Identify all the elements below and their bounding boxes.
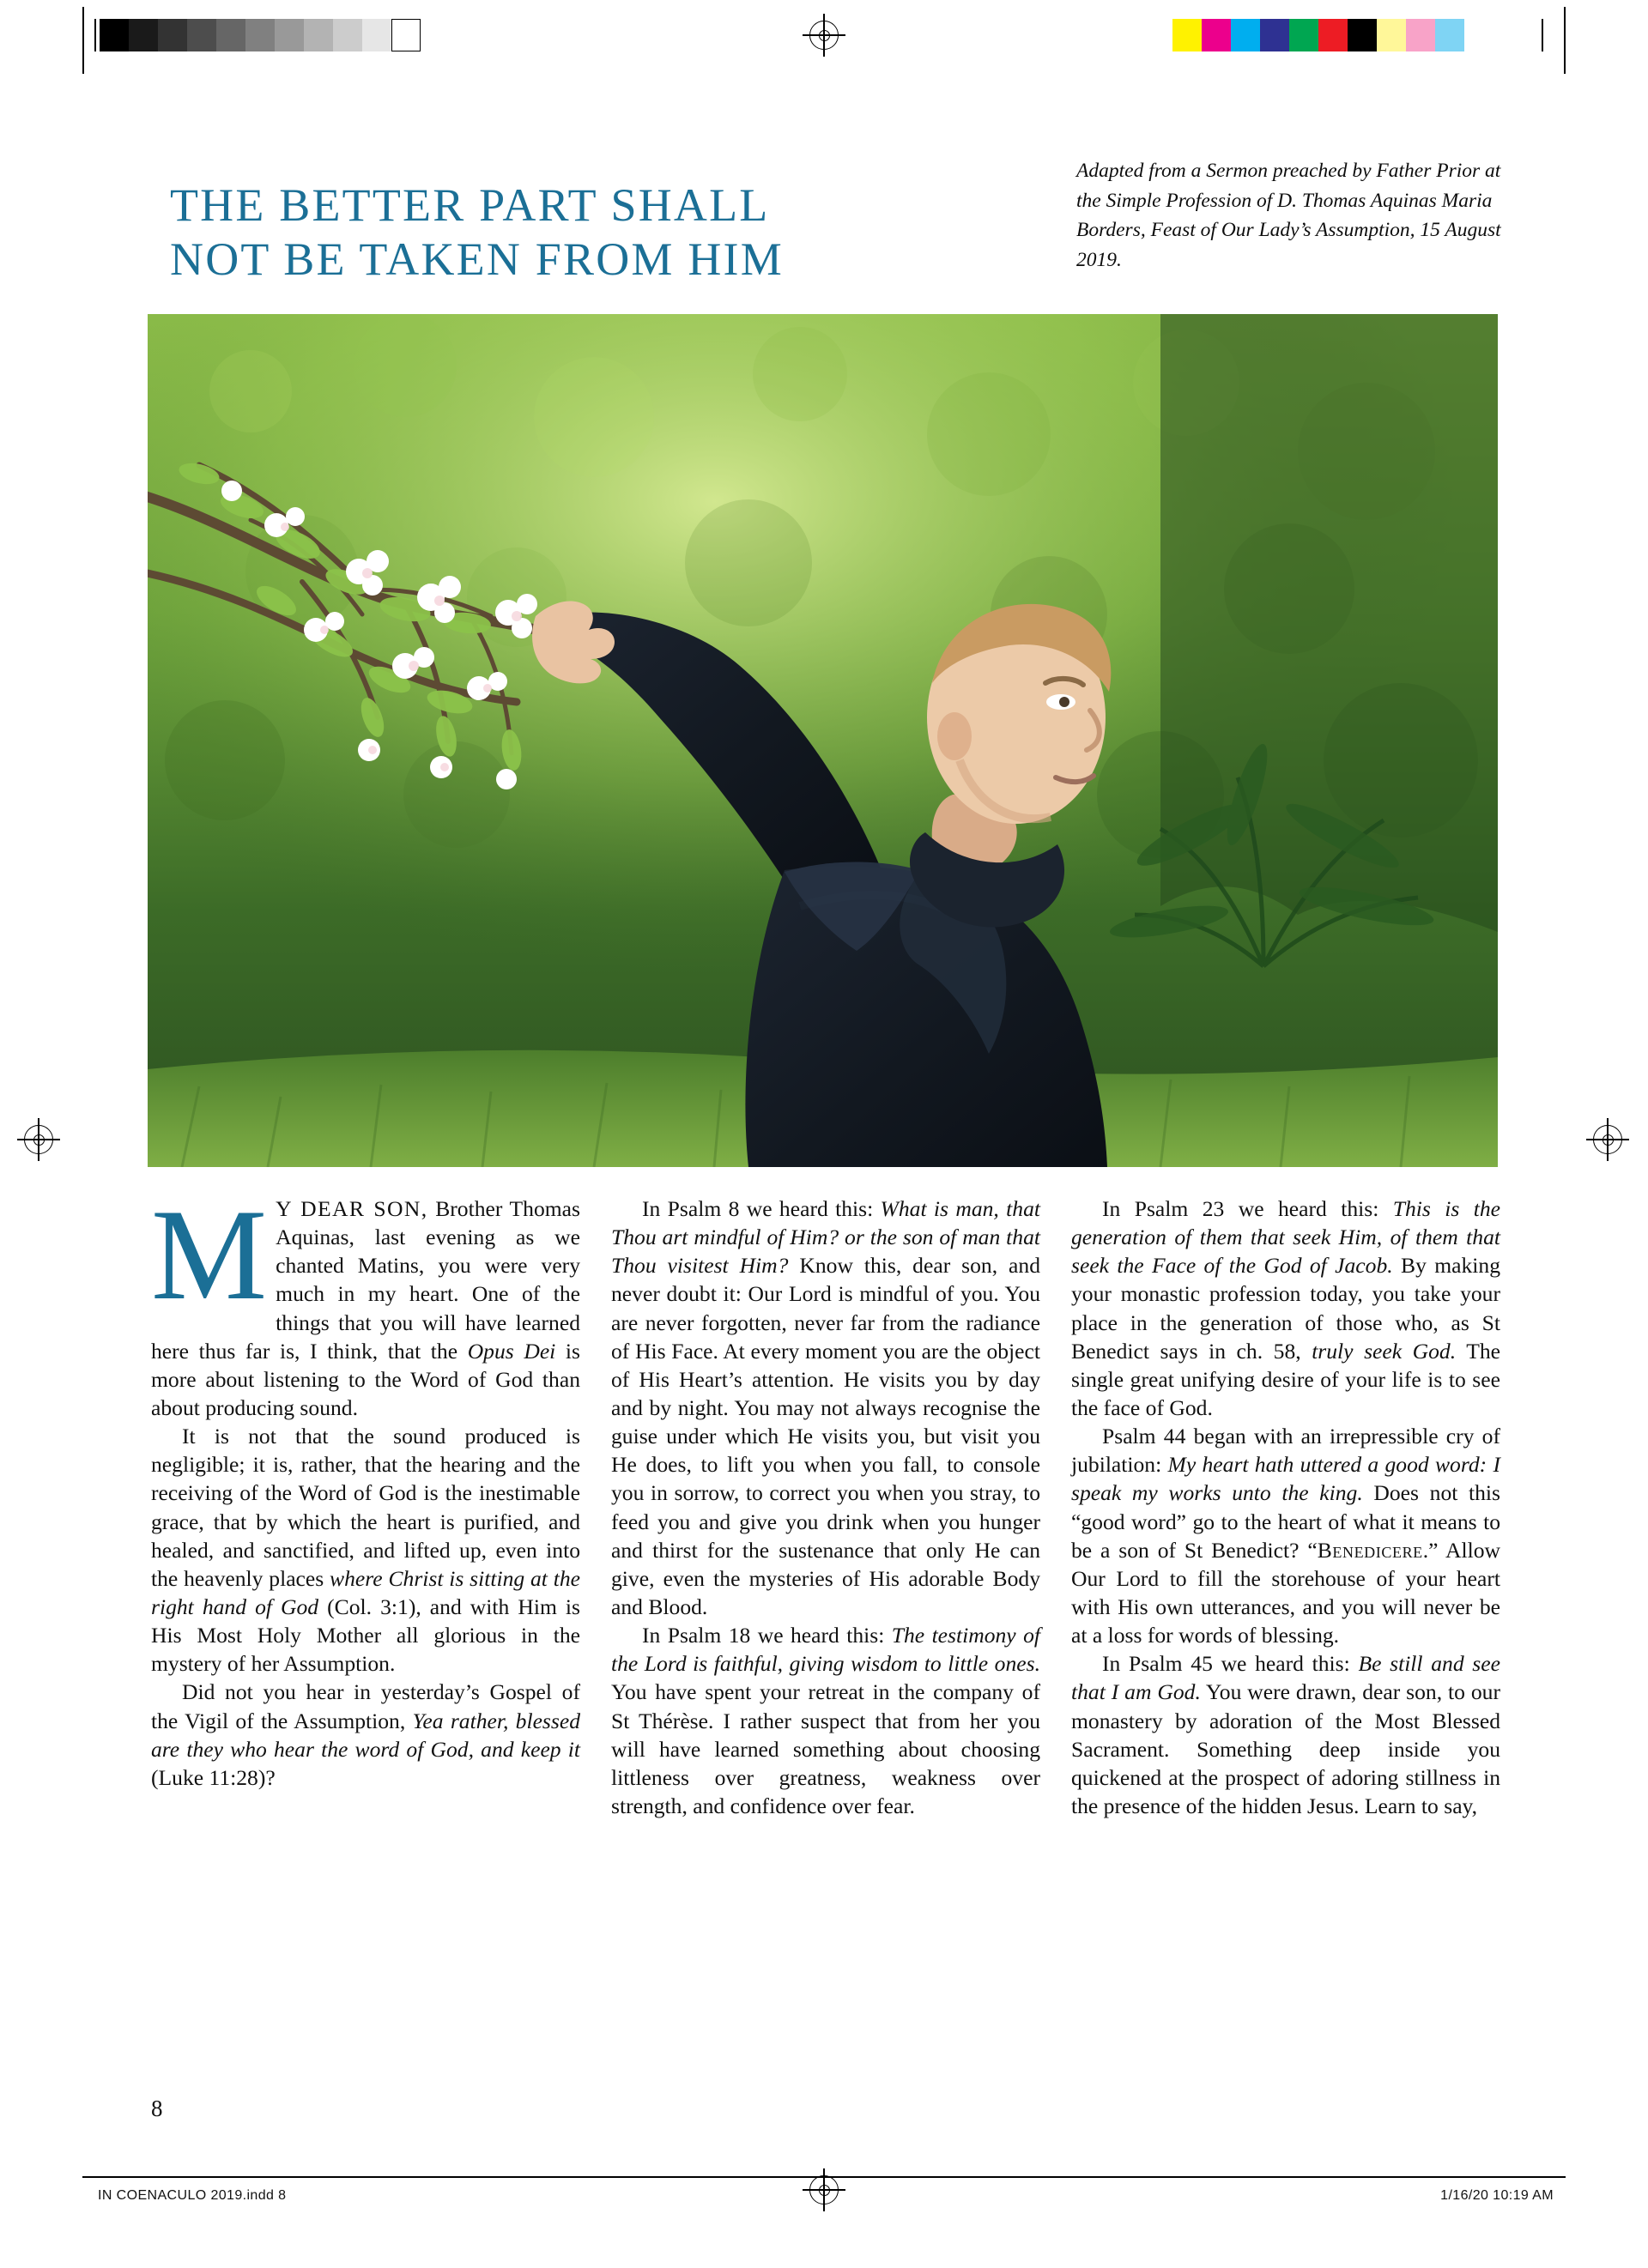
- page-title: [170, 178, 1037, 286]
- color-swatch-strip: [1172, 19, 1464, 51]
- swatch-gray-8: [333, 19, 362, 51]
- swatch-color-light-yellow: [1377, 19, 1406, 51]
- registration-dot: [33, 1134, 45, 1146]
- article-standfirst: Adapted from a Sermon preached by Father Prior at the Simple Profession of D. Thomas Aquinas Maria Borders, Feast of Our Lady’s Assumption, 15 August 2019.: [1076, 160, 1501, 271]
- body-column-2: [611, 1194, 1040, 1820]
- slug-timestamp: 1/16/20 10:19 AM: [1440, 2188, 1554, 2203]
- swatch-color-cyan: [1231, 19, 1260, 51]
- swatch-gray-4: [216, 19, 245, 51]
- registration-dot: [1603, 1134, 1614, 1146]
- swatch-color-green: [1289, 19, 1318, 51]
- swatch-color-yellow: [1172, 19, 1202, 51]
- paragraph: In Psalm 45 we heard this: Be still and see that I am God. You were drawn, dear son, to our monastery by adoration of the Most Blessed Sacrament. Something deep inside you quickened at the prospect of adoring stillness in the presence of the hidden Jesus. Learn to say,: [1071, 1651, 1501, 1818]
- swatch-gray-3: [187, 19, 216, 51]
- registration-dot: [819, 2185, 830, 2196]
- paragraph: In Psalm 8 we heard this: What is man, that Thou art mindful of Him? or the son of man that Thou visitest Him? Know this, dear son, and never doubt it: Our Lord is mindful of you. You are never forgotten, never far from the radiance of His Face. At every moment you are the object of His Heart’s attention. He visits you by day and by night. You may not always recognise the guise under which He visits you, but visit you He does, to lift you when you fall, to console you in sorrow, to correct you when you stray, to feed you and give you drink when you hunger and thirst for the sustenance that only He can give, even the mysteries of His adorable Body and Blood.: [611, 1196, 1040, 1619]
- swatch-gray-0: [100, 19, 129, 51]
- page-title-line-2: NOT BE TAKEN FROM HIM: [170, 233, 784, 285]
- swatch-color-black: [1348, 19, 1377, 51]
- swatch-gray-2: [158, 19, 187, 51]
- swatch-gray-1: [129, 19, 158, 51]
- body-column-1: [151, 1182, 580, 1792]
- photo-illustration: [148, 314, 1498, 1167]
- opening-smallcaps: Y DEAR SON,: [276, 1196, 428, 1221]
- paragraph: In Psalm 23 we heard this: This is the generation of them that seek Him, of them that seek the Face of the God of Jacob. By making your monastic profession today, you take your place in the generation of those who, as St Benedict says in ch. 58, truly seek God. The single great unifying desire of your life is to see the face of God.: [1071, 1196, 1500, 1420]
- swatch-gray-6: [275, 19, 304, 51]
- bottom-rule: [82, 2176, 1566, 2178]
- slug-filename: IN COENACULO 2019.indd 8: [98, 2188, 287, 2203]
- swatch-gray-10: [391, 19, 421, 51]
- swatch-strip-rule-right: [1542, 19, 1543, 51]
- drop-cap: M: [151, 1182, 268, 1327]
- registration-mark-left: [24, 1125, 53, 1154]
- page-number: 8: [151, 2096, 163, 2121]
- paragraph: Psalm 44 began with an irrepressible cry of jubilation: My heart hath uttered a good word: I speak my works unto the king. Does not this “good word” go to the heart of what it means to be a son of St Benedict? “Benedicere.” Allow Our Lord to fill the storehouse of your heart with His own utterances, and you will never be at a loss for words of blessing.: [1071, 1424, 1500, 1648]
- article-photo: [148, 314, 1498, 1167]
- swatch-gray-9: [362, 19, 391, 51]
- trim-rule-right: [1564, 7, 1566, 74]
- swatch-color-red: [1318, 19, 1348, 51]
- page-title-line-1: THE BETTER PART SHALL: [170, 179, 770, 232]
- paragraph: In Psalm 18 we heard this: The testimony of the Lord is faithful, giving wisdom to little ones. You have spent your retreat in the company of St Thérèse. I rather suspect that from her you will have learned something about choosing littleness over greatness, weakness over strength, and confidence over fear.: [611, 1623, 1040, 1818]
- registration-dot: [819, 30, 830, 41]
- paragraph-opening: M Y DEAR SON, Brother Thomas Aquinas, last evening as we chanted Matins, you were very much in my heart. One of the things that you will have learned here thus far is, I think, that the Opus Dei is more about listening to the Word of God than about producing sound.: [151, 1182, 580, 1420]
- paragraph: It is not that the sound produced is negligible; it is, rather, that the hearing and the receiving of the Word of God is the inestimable grace, that by which the heart is purified, and healed, and sanctified, and lifted up, even into the heavenly places where Christ is sitting at the right hand of God (Col. 3:1), and with Him is His Most Holy Mother all glorious in the mystery of her Assumption.: [151, 1424, 580, 1677]
- registration-mark-top: [809, 21, 839, 50]
- trim-rule-left: [82, 7, 84, 74]
- body-column-3: [1071, 1194, 1500, 1820]
- registration-mark-bottom: [809, 2175, 839, 2204]
- swatch-gray-7: [304, 19, 333, 51]
- swatch-color-blue: [1260, 19, 1289, 51]
- swatch-color-pink: [1406, 19, 1435, 51]
- paragraph: Did not you hear in yesterday’s Gospel of the Vigil of the Assumption, Yea rather, blessed are they who hear the word of God, and keep it (Luke 11:28)?: [151, 1679, 580, 1790]
- grayscale-swatch-strip: [100, 19, 421, 51]
- swatch-color-magenta: [1202, 19, 1231, 51]
- registration-mark-right: [1593, 1125, 1622, 1154]
- swatch-color-light-cyan: [1435, 19, 1464, 51]
- swatch-gray-5: [245, 19, 275, 51]
- swatch-strip-rule-left: [94, 19, 96, 51]
